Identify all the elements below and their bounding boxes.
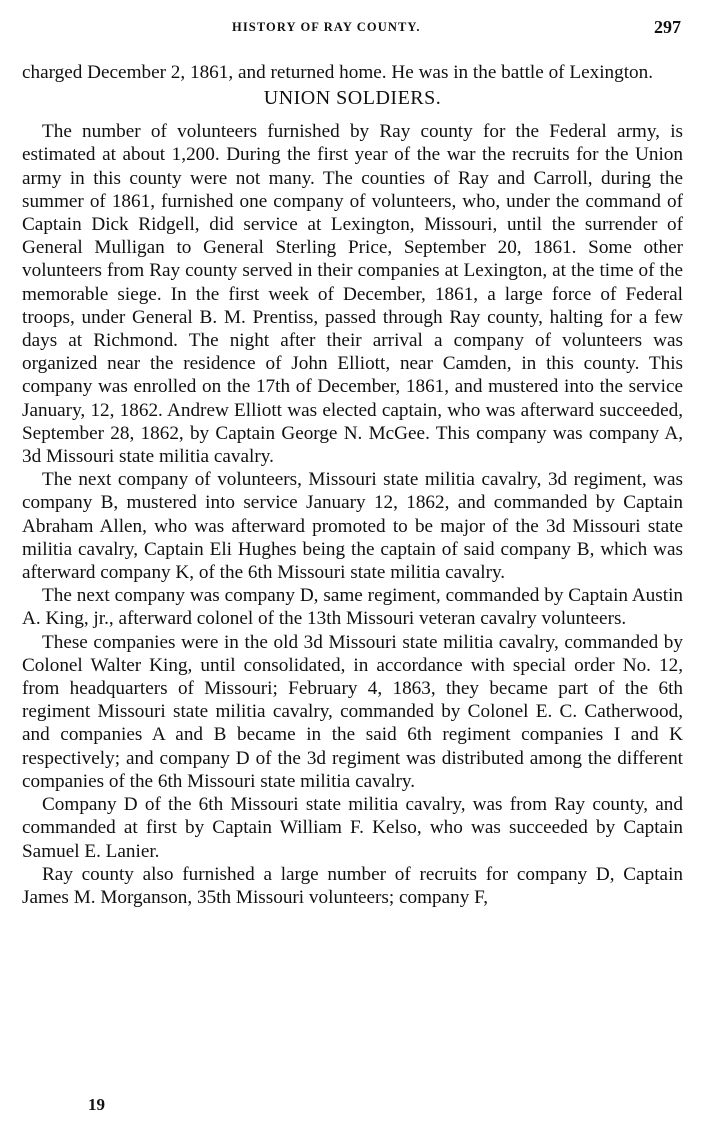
- page-body: [22, 61, 683, 909]
- signature-mark: 19: [88, 1095, 105, 1114]
- paragraph-volunteers-estimate: The number of volunteers furnished by Ray county for the Federal army, is estimated at about 1,200. During the first year of the war the recruits for the Union army in this county were not many. The counties of Ray and Carroll, during the summer of 1861, furnished one company of volunteers, who, under the command of Captain Dick Ridgell, did service at Lexington, Missouri, until the surrender of General Mulligan to General Sterling Price, September 20, 1861. Some other volunteers from Ray county served in their companies at Lexington, at the time of the memorable siege. In the first week of December, 1861, a large force of Federal troops, under General B. M. Prentiss, passed through Ray county, halting for a few days at Richmond. The night after their arrival a company of volunteers was organized near the residence of John Elliott, near Camden, in this county. This company was enrolled on the 17th of December, 1861, and mustered into the service January, 12, 1862. Andrew Elliott was elected captain, who was afterward succeeded, September 28, 1862, by Captain George N. McGee. This company was company A, 3d Missouri state militia cavalry.: [22, 121, 683, 468]
- paragraph-company-b: The next company of volunteers, Missouri state militia cavalry, 3d regiment, was company B, mustered into service January 12, 1862, and commanded by Captain Abraham Allen, who was afterward promoted to be major of the 3d Missouri state militia cavalry, Captain Eli Hughes being the captain of said company B, which was afterward company K, of the 6th Missouri state militia cavalry.: [22, 469, 683, 584]
- section-heading: UNION SOLDIERS.: [263, 87, 442, 110]
- paragraph-consolidation: These companies were in the old 3d Missouri state militia cavalry, commanded by Colonel Walter King, until consolidated, in accordance with special order No. 12, from headquarters of Missouri; February 4, 1863, they became part of the 6th regiment Missouri state militia cavalry, commanded by Colonel E. C. Catherwood, and companies A and B became in the said 6th regiment companies I and K respectively; and company D of the 3d regiment was distributed among the different companies of the 6th Missouri state militia cavalry.: [22, 631, 683, 792]
- continuation-paragraph: charged December 2, 1861, and returned home. He was in the battle of Lexington.: [22, 62, 654, 83]
- paragraph-company-d: The next company was company D, same regiment, commanded by Captain Austin A. King, jr., afterward colonel of the 13th Missouri veteran cavalry volunteers.: [22, 585, 683, 630]
- running-header: [0, 17, 715, 41]
- running-title: HISTORY OF RAY COUNTY.: [232, 20, 421, 34]
- paragraph-company-d-6th: Company D of the 6th Missouri state militia cavalry, was from Ray county, and commanded at first by Captain William F. Kelso, who was succeeded by Captain Samuel E. Lanier.: [22, 794, 683, 862]
- page-number: 297: [654, 17, 681, 37]
- paragraph-recruits: Ray county also furnished a large number of recruits for company D, Captain James M. Morganson, 35th Missouri volunteers; company F,: [22, 863, 683, 908]
